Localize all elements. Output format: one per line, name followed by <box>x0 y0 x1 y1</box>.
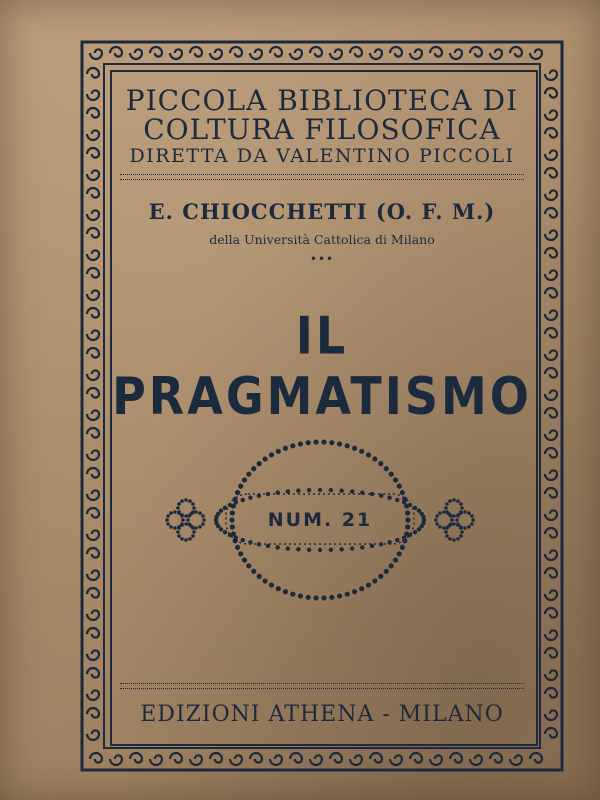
scroll-motif <box>290 49 302 59</box>
scroll-motif <box>545 350 557 360</box>
scroll-motif <box>545 70 557 80</box>
author-name: E. CHIOCCHETTI (O. F. M.) <box>148 199 496 224</box>
scroll-motif <box>545 568 557 578</box>
scroll-motif <box>545 550 557 560</box>
scroll-motif <box>545 670 557 680</box>
scroll-motif <box>545 110 557 120</box>
dotted-rule-top <box>120 174 524 180</box>
scroll-motif <box>390 47 402 57</box>
scroll-motif <box>87 90 99 100</box>
scroll-motif <box>545 608 557 618</box>
scroll-motif <box>87 610 99 620</box>
scroll-motif <box>87 68 99 78</box>
scroll-motif <box>90 753 102 763</box>
scroll-motif <box>87 108 99 118</box>
scroll-motif <box>410 753 422 763</box>
scroll-motif <box>545 510 557 520</box>
scroll-motif <box>545 230 557 240</box>
scroll-motif <box>370 49 382 59</box>
dotted-rule-bottom <box>120 683 524 689</box>
scroll-motif <box>87 548 99 558</box>
small-ornament: ••• <box>309 252 335 266</box>
scroll-motif <box>545 310 557 320</box>
scroll-motif <box>545 288 557 298</box>
scroll-motif <box>450 753 462 763</box>
scroll-motif <box>270 47 282 57</box>
scroll-motif <box>250 753 262 763</box>
scroll-motif <box>330 753 342 763</box>
scroll-motif <box>87 388 99 398</box>
scroll-motif <box>545 208 557 218</box>
scroll-motif <box>87 228 99 238</box>
scroll-motif <box>87 588 99 598</box>
scroll-motif <box>410 49 422 59</box>
scroll-motif <box>545 528 557 538</box>
scroll-motif <box>87 330 99 340</box>
scroll-motif <box>430 47 442 57</box>
scroll-motif <box>330 49 342 59</box>
scroll-motif <box>87 348 99 358</box>
scroll-motif <box>87 308 99 318</box>
volume-number: NUM. 21 <box>267 509 373 531</box>
scroll-motif <box>170 49 182 59</box>
scroll-motif <box>310 47 322 57</box>
scroll-motif <box>87 188 99 198</box>
scroll-motif <box>87 628 99 638</box>
series-title-line1: PICCOLA BIBLIOTECA DI <box>125 84 519 117</box>
scroll-motif <box>130 49 142 59</box>
scroll-motif <box>545 630 557 640</box>
scroll-motif <box>545 248 557 258</box>
scroll-motif <box>87 250 99 260</box>
scroll-motif <box>87 468 99 478</box>
publisher-line: EDIZIONI ATHENA - MILANO <box>140 702 504 727</box>
scroll-motif <box>150 755 162 765</box>
scroll-motif <box>490 49 502 59</box>
scroll-motif <box>87 530 99 540</box>
scroll-motif <box>87 730 99 740</box>
scroll-motif <box>490 753 502 763</box>
scroll-motif <box>87 668 99 678</box>
scroll-motif <box>545 190 557 200</box>
scroll-motif <box>350 47 362 57</box>
scroll-motif <box>270 755 282 765</box>
scroll-motif <box>545 150 557 160</box>
scroll-motif <box>87 508 99 518</box>
scroll-motif <box>130 753 142 763</box>
scroll-motif <box>350 755 362 765</box>
author-affiliation: della Università Cattolica di Milano <box>209 232 435 247</box>
scroll-motif <box>545 328 557 338</box>
scroll-motif <box>190 755 202 765</box>
scroll-motif <box>370 753 382 763</box>
scroll-motif <box>545 430 557 440</box>
scroll-motif <box>545 88 557 98</box>
scroll-motif <box>87 650 99 660</box>
scroll-motif <box>250 49 262 59</box>
scroll-motif <box>87 410 99 420</box>
scroll-motif <box>545 448 557 458</box>
scroll-motif <box>190 47 202 57</box>
scroll-motif <box>310 755 322 765</box>
scroll-motif <box>545 390 557 400</box>
scroll-motif <box>230 755 242 765</box>
scroll-motif <box>545 688 557 698</box>
scroll-motif <box>110 755 122 765</box>
scroll-motif <box>545 408 557 418</box>
scroll-motif <box>87 170 99 180</box>
scroll-motif <box>545 270 557 280</box>
scroll-motif <box>545 590 557 600</box>
scroll-motif <box>470 47 482 57</box>
scroll-motif <box>545 168 557 178</box>
scroll-motif <box>90 49 102 59</box>
scroll-motif <box>545 710 557 720</box>
scroll-motif <box>530 49 542 59</box>
scroll-motif <box>230 47 242 57</box>
scroll-motif <box>87 428 99 438</box>
scroll-motif <box>545 648 557 658</box>
scroll-motif <box>430 755 442 765</box>
scroll-motif <box>545 368 557 378</box>
scroll-motif <box>390 755 402 765</box>
scroll-motif <box>210 49 222 59</box>
scroll-motif <box>87 210 99 220</box>
scroll-motif <box>510 755 522 765</box>
scroll-motif <box>290 753 302 763</box>
scroll-motif <box>545 128 557 138</box>
scroll-motif <box>87 130 99 140</box>
scroll-motif <box>170 753 182 763</box>
scroll-motif <box>87 148 99 158</box>
scroll-motif <box>150 47 162 57</box>
scroll-motif <box>530 753 542 763</box>
scroll-motif <box>87 690 99 700</box>
scroll-motif <box>545 470 557 480</box>
scroll-motif <box>87 268 99 278</box>
scroll-motif <box>470 755 482 765</box>
scroll-motif <box>87 570 99 580</box>
scroll-motif <box>210 753 222 763</box>
scroll-motif <box>87 290 99 300</box>
scroll-motif <box>87 490 99 500</box>
scroll-motif <box>450 49 462 59</box>
scroll-motif <box>87 708 99 718</box>
scroll-motif <box>87 370 99 380</box>
scroll-motif <box>545 488 557 498</box>
scroll-motif <box>110 47 122 57</box>
scroll-motif <box>510 47 522 57</box>
series-title-line2: COLTURA FILOSOFICA <box>143 113 501 146</box>
book-title: IL PRAGMATISMO <box>112 305 532 427</box>
scroll-motif <box>87 450 99 460</box>
scroll-motif <box>545 728 557 738</box>
series-editor-line: DIRETTA DA VALENTINO PICCOLI <box>129 145 515 167</box>
